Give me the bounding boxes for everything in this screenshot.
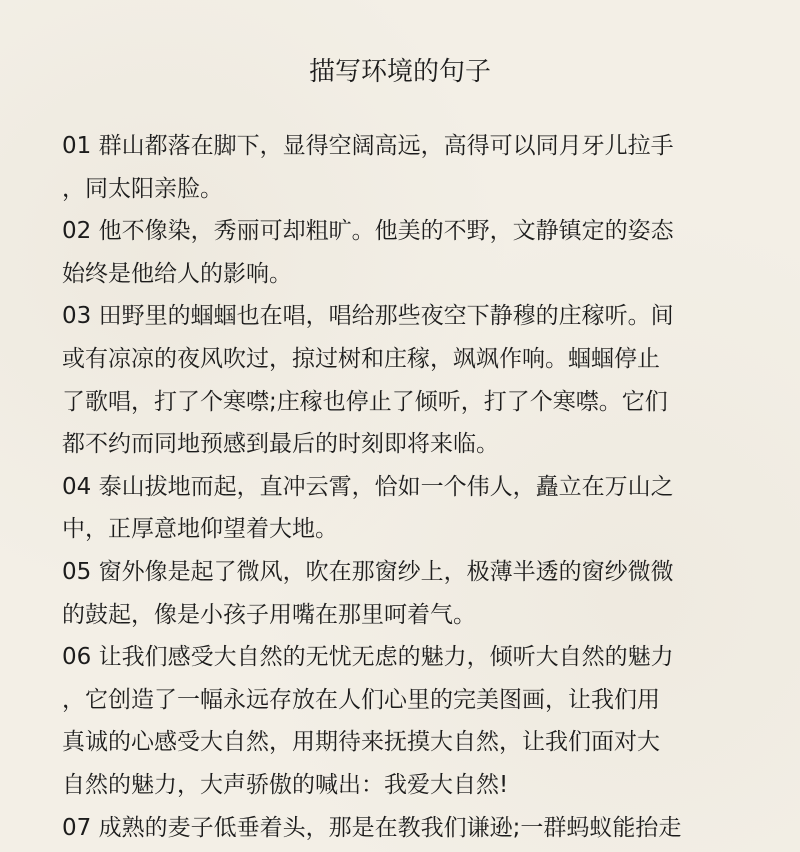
paragraph-03 (62, 295, 742, 465)
paragraph-line: 02 他不像染，秀丽可却粗旷。他美的不野，文静镇定的姿态 (62, 218, 674, 245)
paragraph-07 (62, 807, 742, 850)
paragraph-line: 04 泰山拔地而起，直冲云霄，恰如一个伟人，矗立在万山之 (62, 473, 674, 500)
paragraph-line: 自然的魅力，大声骄傲的喊出：我爱大自然! (62, 771, 509, 798)
paragraph-line: 中，正厚意地仰望着大地。 (62, 516, 338, 543)
paragraph-line: 真诚的心感受大自然，用期待来抚摸大自然，让我们面对大 (62, 729, 660, 756)
paragraph-line: ，它创造了一幅永远存放在人们心里的完美图画，让我们用 (62, 686, 660, 713)
paragraph-05 (62, 551, 742, 636)
paragraph-line: 06 让我们感受大自然的无忧无虑的魅力，倾听大自然的魅力 (62, 644, 674, 671)
paragraph-line: ，同太阳亲脸。 (62, 175, 223, 202)
paragraph-line: 或有凉凉的夜风吹过，掠过树和庄稼，飒飒作响。蝈蝈停止 (62, 345, 660, 372)
paragraph-02 (62, 210, 742, 295)
paragraph-line: 了歌唱，打了个寒噤;庄稼也停止了倾听，打了个寒噤。它们 (62, 388, 668, 415)
paragraph-line: 的鼓起，像是小孩子用嘴在那里呵着气。 (62, 601, 476, 628)
paragraph-line: 07 成熟的麦子低垂着头，那是在教我们谦逊;一群蚂蚁能抬走 (62, 814, 682, 841)
paragraph-04 (62, 466, 742, 551)
paragraph-line: 03 田野里的蝈蝈也在唱，唱给那些夜空下静穆的庄稼听。间 (62, 303, 674, 330)
paragraph-06 (62, 636, 742, 806)
document-title: 描写环境的句子 (308, 57, 491, 87)
paragraph-line: 01 群山都落在脚下，显得空阔高远，高得可以同月牙儿拉手 (62, 133, 674, 159)
paragraph-line: 05 窗外像是起了微风，吹在那窗纱上，极薄半透的窗纱微微 (62, 558, 674, 585)
paragraph-line: 始终是他给人的影响。 (62, 260, 292, 287)
paragraph-line: 都不约而同地预感到最后的时刻即将来临。 (62, 431, 499, 458)
document-body (62, 125, 742, 849)
paragraph-01 (62, 125, 742, 210)
